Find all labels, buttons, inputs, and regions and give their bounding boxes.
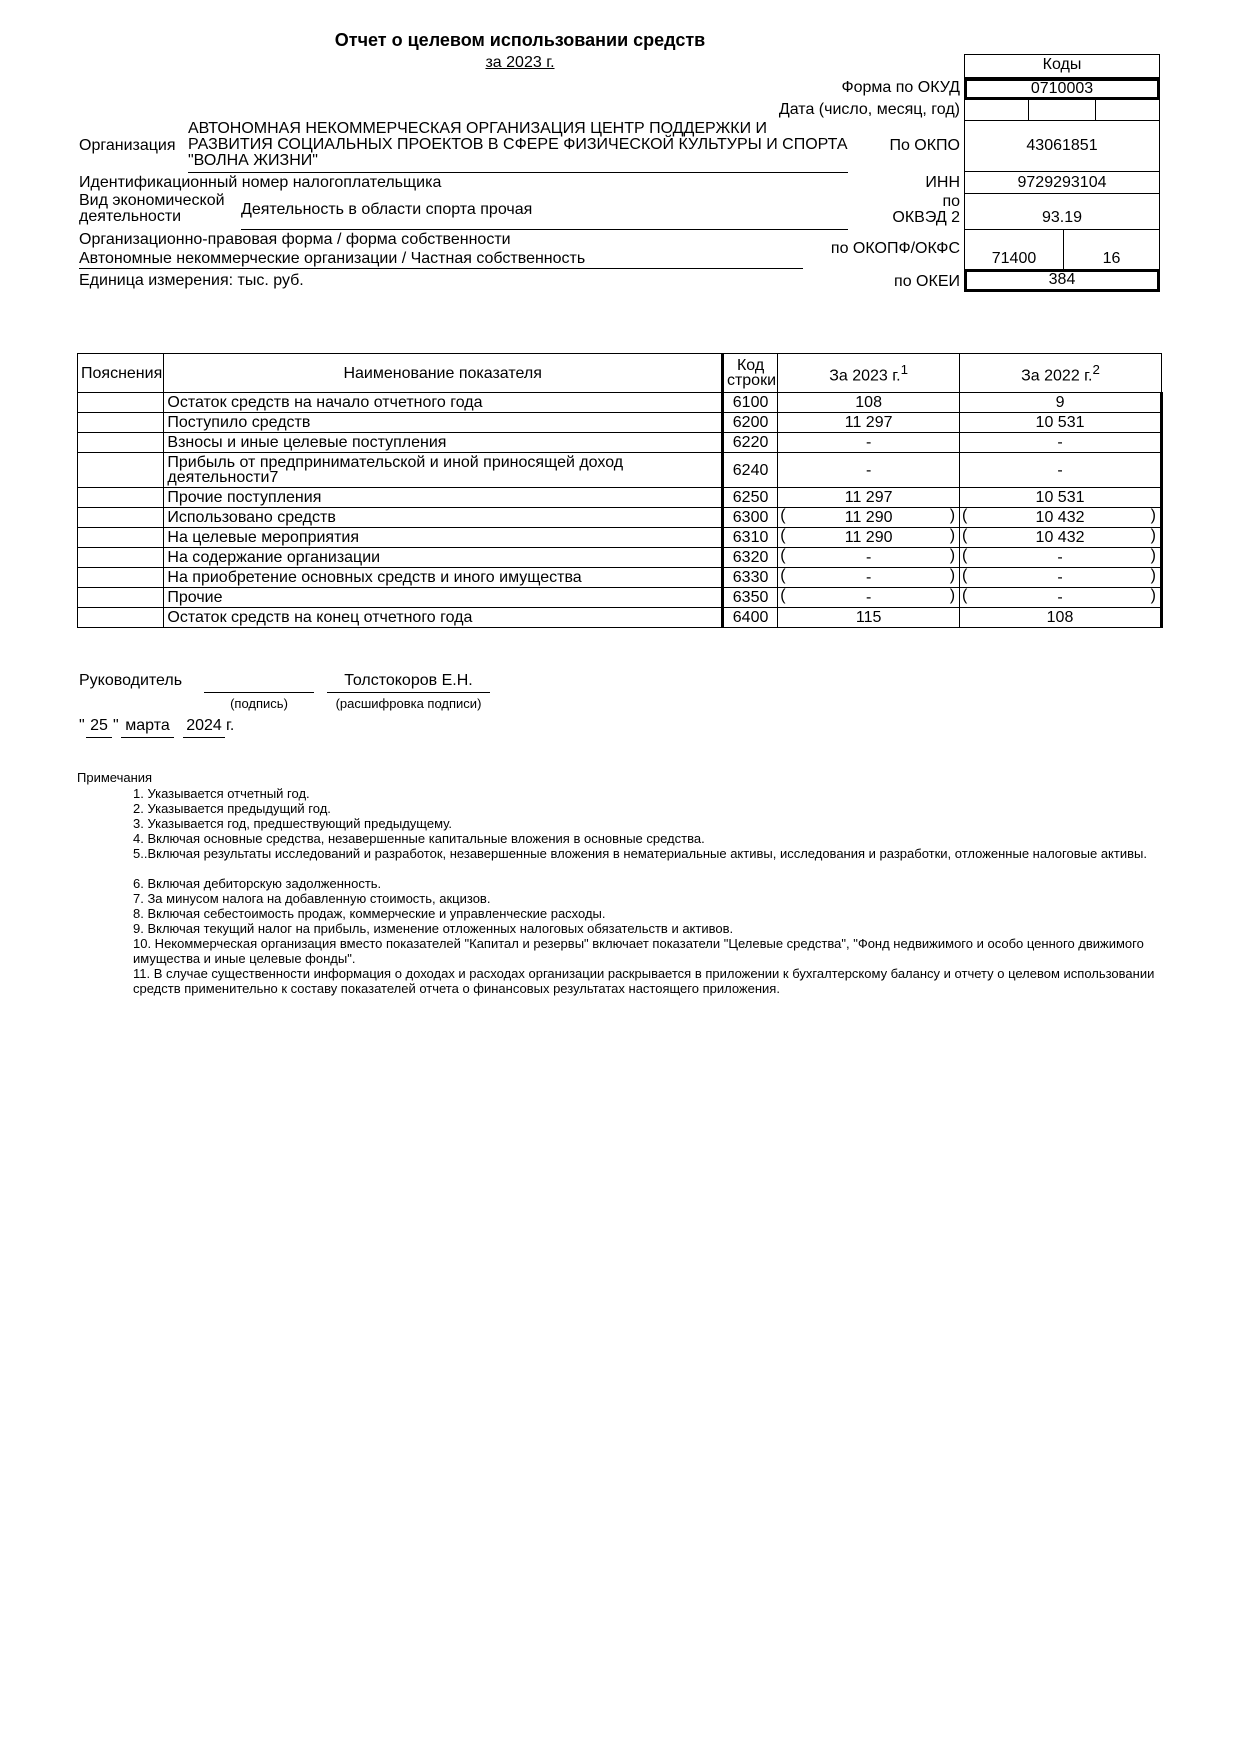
row-name bbox=[164, 568, 723, 588]
row-value-2022-value: 108 bbox=[1046, 609, 1074, 626]
row-value-2022-value: 10 432 bbox=[1035, 529, 1085, 546]
activity-label-line-1: Вид экономической bbox=[79, 192, 225, 209]
row-notes-cell bbox=[78, 568, 164, 588]
paren-close: ) bbox=[1150, 527, 1156, 544]
table-row bbox=[78, 488, 1162, 508]
row-value-2023 bbox=[778, 453, 960, 488]
table-row bbox=[78, 453, 1162, 488]
date-day-line bbox=[86, 737, 112, 738]
row-code: 6300 bbox=[722, 508, 777, 528]
row-value-2022 bbox=[960, 568, 1162, 588]
row-value-2023 bbox=[778, 413, 960, 433]
row-value-2023 bbox=[778, 568, 960, 588]
row-code: 6330 bbox=[722, 568, 777, 588]
row-value-2022-value: - bbox=[1057, 549, 1063, 566]
col-2022-sup: 2 bbox=[1092, 362, 1100, 378]
paren-open: ( bbox=[780, 527, 786, 544]
okud-label: Форма по ОКУД bbox=[841, 79, 960, 96]
note-item: 8. Включая себестоимость продаж, коммерческие и управленческие расходы. bbox=[133, 906, 606, 921]
paren-open: ( bbox=[962, 567, 968, 584]
signer-name-caption: (расшифровка подписи) bbox=[335, 696, 482, 711]
row-code: 6200 bbox=[722, 413, 777, 433]
row-value-2022-value: - bbox=[1057, 589, 1063, 606]
notes-title: Примечания bbox=[77, 770, 153, 785]
activity-label bbox=[79, 193, 225, 225]
date-year: 2024 bbox=[186, 717, 222, 734]
note-item: 1. Указывается отчетный год. bbox=[133, 786, 310, 801]
col-code-header-line-1: Код bbox=[736, 357, 765, 374]
note-item: 3. Указывается год, предшествующий предыдущему. bbox=[133, 816, 452, 831]
paren-open: ( bbox=[962, 587, 968, 604]
row-name bbox=[164, 528, 723, 548]
okved-label-1: по bbox=[942, 193, 960, 210]
row-value-2023-value: 11 290 bbox=[844, 509, 893, 526]
org-label: Организация bbox=[79, 137, 176, 154]
row-value-2023-value: 11 297 bbox=[844, 489, 893, 506]
date-day-box bbox=[964, 99, 1029, 121]
col-2023-label: За 2023 г. bbox=[829, 367, 901, 385]
row-code: 6220 bbox=[722, 433, 777, 453]
row-name-text: Прибыль от предпринимательской и иной приносящей доход bbox=[167, 454, 624, 471]
row-name-text: Остаток средств на конец отчетного года bbox=[167, 609, 473, 626]
row-name-text: Остаток средств на начало отчетного года bbox=[167, 394, 483, 411]
note-item: 2. Указывается предыдущий год. bbox=[133, 801, 331, 816]
row-value-2022 bbox=[960, 608, 1162, 628]
date-quote-open: " bbox=[79, 717, 85, 734]
date-year-box bbox=[1095, 99, 1160, 121]
row-notes-cell bbox=[78, 588, 164, 608]
org-name-line-1: АВТОНОМНАЯ НЕКОММЕРЧЕСКАЯ ОРГАНИЗАЦИЯ ЦЕНТР ПОДДЕРЖКИ И bbox=[188, 120, 768, 137]
row-notes-cell bbox=[78, 453, 164, 488]
row-notes-cell bbox=[78, 528, 164, 548]
signature-line bbox=[204, 692, 314, 693]
table-row bbox=[78, 393, 1162, 413]
row-value-2023 bbox=[778, 393, 960, 413]
row-name bbox=[164, 393, 723, 413]
paren-close: ) bbox=[949, 547, 956, 564]
row-value-2023 bbox=[778, 488, 960, 508]
row-value-2023-value: - bbox=[865, 589, 872, 606]
row-value-2022 bbox=[960, 548, 1162, 568]
paren-close: ) bbox=[1150, 547, 1156, 564]
org-name-line-3: "ВОЛНА ЖИЗНИ" bbox=[188, 152, 318, 169]
row-value-2022 bbox=[960, 508, 1162, 528]
row-name bbox=[164, 588, 723, 608]
paren-close: ) bbox=[949, 587, 956, 604]
row-name-text: Использовано средств bbox=[167, 509, 336, 526]
row-value-2023-value: 11 297 bbox=[844, 414, 893, 431]
row-name bbox=[164, 548, 723, 568]
org-name-underline bbox=[188, 172, 848, 173]
inn-label: Идентификационный номер налогоплательщика bbox=[79, 174, 442, 191]
okud-value: 0710003 bbox=[1030, 80, 1094, 97]
row-name bbox=[164, 453, 723, 488]
row-value-2022 bbox=[960, 488, 1162, 508]
inn-code-label: ИНН bbox=[925, 174, 960, 191]
row-code: 6100 bbox=[722, 393, 777, 413]
activity-underline bbox=[241, 229, 848, 230]
signer-name: Толстокоров Е.Н. bbox=[344, 672, 473, 689]
row-notes-cell bbox=[78, 508, 164, 528]
date-month: марта bbox=[125, 717, 170, 734]
okei-label: по ОКЕИ bbox=[894, 273, 960, 290]
row-name bbox=[164, 413, 723, 433]
note-item: 9. Включая текущий налог на прибыль, изменение отложенных налоговых обязательств и активов. bbox=[133, 921, 734, 936]
okopf-value: 71400 bbox=[991, 250, 1037, 267]
unit-label: Единица измерения: тыс. руб. bbox=[79, 272, 304, 289]
row-notes-cell bbox=[78, 433, 164, 453]
date-year-line bbox=[183, 737, 225, 738]
row-name-text: На содержание организации bbox=[167, 549, 381, 566]
row-name bbox=[164, 508, 723, 528]
table-row bbox=[78, 548, 1162, 568]
row-value-2022 bbox=[960, 433, 1162, 453]
row-value-2022-value: - bbox=[1057, 434, 1063, 451]
report-title: Отчет о целевом использовании средств bbox=[334, 30, 706, 50]
row-value-2022-value: 10 531 bbox=[1035, 489, 1085, 506]
row-name bbox=[164, 608, 723, 628]
row-name-text: На приобретение основных средств и иного имущества bbox=[167, 569, 582, 586]
note-item: 10. Некоммерческая организация вместо показателей "Капитал и резервы" включает показатели "Целевые средства", "Фонд недвижимого и особо ценного движимого имущества и иные целевые фонды". bbox=[133, 936, 1144, 966]
row-name-text-2: деятельности7 bbox=[167, 469, 279, 486]
note-item: 5..Включая результаты исследований и разработок, незавершенные вложения в нематериальные активы, исследования и разработки, отложенные налоговые активы. bbox=[133, 846, 1147, 861]
paren-open: ( bbox=[962, 507, 968, 524]
row-value-2022-value: 9 bbox=[1055, 394, 1065, 411]
date-month-line bbox=[121, 737, 174, 738]
row-value-2023-value: - bbox=[865, 569, 872, 586]
activity-value: Деятельность в области спорта прочая bbox=[241, 201, 533, 218]
org-name bbox=[188, 121, 848, 169]
paren-open: ( bbox=[780, 507, 786, 524]
row-notes-cell bbox=[78, 488, 164, 508]
table-header-row bbox=[78, 354, 1162, 393]
row-name-text: На целевые мероприятия bbox=[167, 529, 360, 546]
date-day: 25 bbox=[90, 717, 108, 734]
org-name-line-2: РАЗВИТИЯ СОЦИАЛЬНЫХ ПРОЕКТОВ В СФЕРЕ ФИЗИЧЕСКОЙ КУЛЬТУРЫ И СПОРТА bbox=[188, 136, 848, 153]
row-value-2022 bbox=[960, 588, 1162, 608]
row-value-2022-value: - bbox=[1057, 461, 1063, 479]
row-value-2023-value: - bbox=[865, 434, 872, 451]
col-2022-label: За 2022 г. bbox=[1021, 367, 1093, 385]
row-value-2022-value: 10 432 bbox=[1035, 509, 1085, 526]
signer-role: Руководитель bbox=[79, 672, 183, 689]
col-2023-sup: 1 bbox=[900, 362, 909, 378]
row-notes-cell bbox=[78, 393, 164, 413]
legal-form-value: Автономные некоммерческие организации / Частная собственность bbox=[79, 250, 586, 267]
paren-close: ) bbox=[1150, 587, 1156, 604]
row-value-2023 bbox=[778, 433, 960, 453]
row-name-text: Прочие поступления bbox=[167, 489, 322, 506]
paren-close: ) bbox=[1150, 507, 1156, 524]
note-item: 7. За минусом налога на добавленную стоимость, акцизов. bbox=[133, 891, 491, 906]
row-value-2022-value: 10 531 bbox=[1035, 414, 1085, 431]
okpo-label: По ОКПО bbox=[889, 137, 960, 154]
paren-open: ( bbox=[962, 547, 968, 564]
col-name-header: Наименование показателя bbox=[164, 354, 723, 393]
row-notes-cell bbox=[78, 413, 164, 433]
okved-value: 93.19 bbox=[1041, 209, 1083, 226]
legal-form-label: Организационно-правовая форма / форма собственности bbox=[79, 231, 511, 248]
note-item: 11. В случае существенности информация о доходах и расходах организации раскрывается в приложении к бухгалтерскому балансу и отчету о целевом использовании средств применительно к составу показателей отчета о финансовых результатах настоящего приложения. bbox=[133, 966, 1155, 996]
row-name bbox=[164, 488, 723, 508]
row-value-2022 bbox=[960, 453, 1162, 488]
paren-open: ( bbox=[780, 547, 786, 564]
row-name bbox=[164, 433, 723, 453]
date-label: Дата (число, месяц, год) bbox=[778, 101, 960, 118]
paren-open: ( bbox=[780, 587, 786, 604]
row-code: 6350 bbox=[722, 588, 777, 608]
row-value-2023 bbox=[778, 528, 960, 548]
row-name-text: Прочие bbox=[167, 589, 223, 606]
row-value-2022 bbox=[960, 393, 1162, 413]
paren-close: ) bbox=[1150, 567, 1156, 584]
row-value-2023 bbox=[778, 508, 960, 528]
legal-form-underline bbox=[79, 268, 803, 269]
row-code: 6240 bbox=[722, 453, 777, 488]
row-name-text: Взносы и иные целевые поступления bbox=[167, 434, 447, 451]
row-value-2022 bbox=[960, 528, 1162, 548]
col-2023-header bbox=[778, 354, 960, 393]
table-row bbox=[78, 608, 1162, 628]
okpo-value: 43061851 bbox=[1026, 137, 1098, 154]
row-code: 6310 bbox=[722, 528, 777, 548]
row-value-2023-value: 108 bbox=[855, 394, 882, 411]
col-2022-header bbox=[960, 354, 1162, 393]
okopf-label: по ОКОПФ/ОКФС bbox=[830, 240, 960, 257]
row-code: 6250 bbox=[722, 488, 777, 508]
main-table bbox=[77, 353, 1163, 628]
date-quote-close: " bbox=[113, 717, 119, 734]
note-item: 4. Включая основные средства, незавершенные капитальные вложения в основные средства. bbox=[133, 831, 705, 846]
col-code-header bbox=[722, 354, 777, 393]
paren-close: ) bbox=[949, 527, 956, 544]
table-row bbox=[78, 528, 1162, 548]
col-notes-header: Пояснения bbox=[78, 354, 164, 393]
signature-caption: (подпись) bbox=[230, 696, 288, 711]
paren-open: ( bbox=[780, 567, 786, 584]
row-notes-cell bbox=[78, 608, 164, 628]
row-value-2022-value: - bbox=[1057, 569, 1063, 586]
okfs-value: 16 bbox=[1102, 250, 1121, 267]
date-year-suffix: г. bbox=[226, 717, 235, 734]
note-item: 6. Включая дебиторскую задолженность. bbox=[133, 876, 382, 891]
table-row bbox=[78, 588, 1162, 608]
row-value-2023-value: - bbox=[865, 461, 872, 479]
report-period: за 2023 г. bbox=[485, 54, 555, 71]
paren-open: ( bbox=[962, 527, 968, 544]
row-code: 6400 bbox=[722, 608, 777, 628]
date-month-box bbox=[1028, 99, 1096, 121]
table-row bbox=[78, 508, 1162, 528]
table-row bbox=[78, 433, 1162, 453]
row-value-2023 bbox=[778, 588, 960, 608]
activity-label-line-2: деятельности bbox=[79, 208, 182, 225]
row-value-2023-value: - bbox=[865, 549, 872, 566]
okei-value: 384 bbox=[1048, 271, 1076, 288]
table-row bbox=[78, 568, 1162, 588]
row-value-2023 bbox=[778, 548, 960, 568]
okved-label-2: ОКВЭД 2 bbox=[892, 209, 960, 226]
signer-name-line bbox=[327, 692, 490, 693]
row-value-2023-value: 11 290 bbox=[844, 529, 893, 546]
row-value-2023 bbox=[778, 608, 960, 628]
inn-value: 9729293104 bbox=[1017, 174, 1107, 191]
col-code-header-line-2: строки bbox=[726, 372, 777, 389]
row-name-text: Поступило средств bbox=[167, 414, 311, 431]
row-value-2023-value: 115 bbox=[855, 609, 882, 626]
table-row bbox=[78, 413, 1162, 433]
paren-close: ) bbox=[949, 507, 956, 524]
row-code: 6320 bbox=[722, 548, 777, 568]
paren-close: ) bbox=[949, 567, 956, 584]
codes-header: Коды bbox=[1042, 56, 1082, 73]
row-value-2022 bbox=[960, 413, 1162, 433]
row-notes-cell bbox=[78, 548, 164, 568]
